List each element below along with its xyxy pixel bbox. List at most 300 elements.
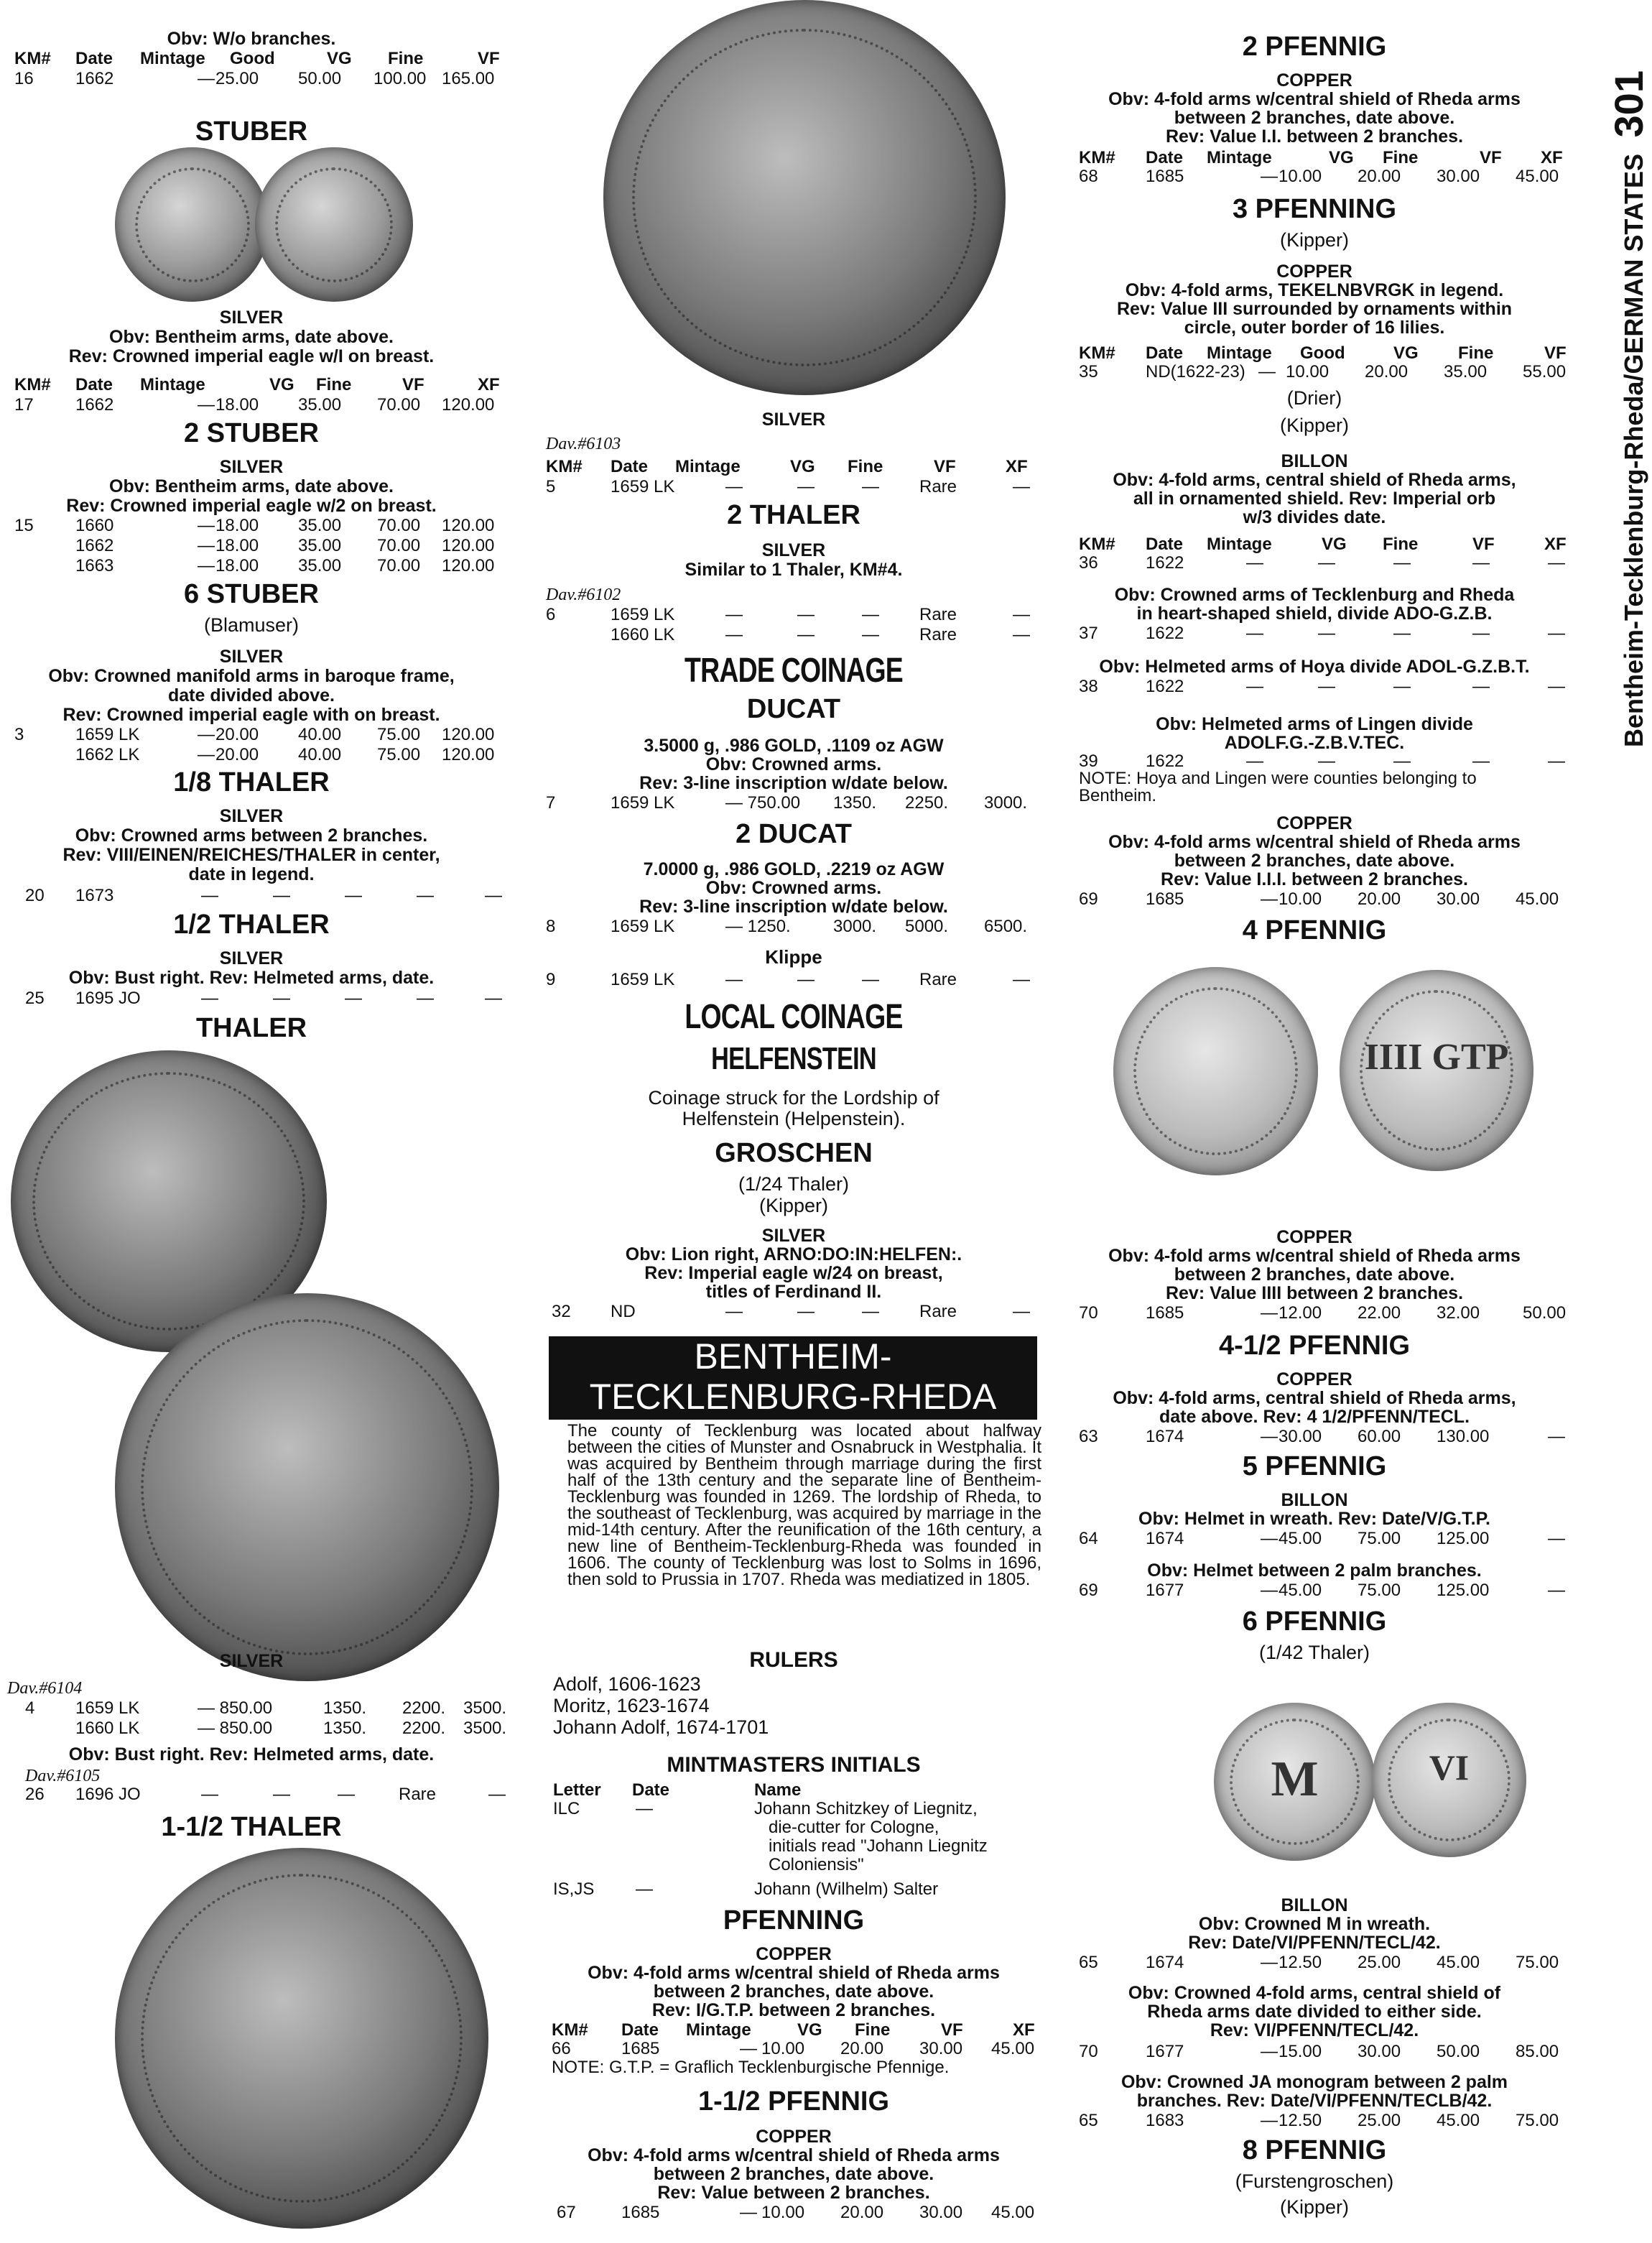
table-cell: —: [273, 1785, 290, 1804]
table-cell: —: [1261, 1427, 1278, 1446]
table-cell: 1350.: [833, 793, 877, 813]
banner-line-1: BENTHEIM-: [694, 1336, 892, 1377]
table-cell: Date: [75, 49, 113, 68]
table-cell: 1662: [75, 395, 114, 415]
table-cell: —: [485, 989, 502, 1008]
table-cell: 25: [25, 989, 45, 1008]
table-cell: 45.00: [1516, 167, 1559, 186]
table-cell: Mintage: [1207, 343, 1272, 363]
metal-label: SILVER: [219, 647, 284, 667]
table-cell: 35.00: [298, 536, 342, 555]
note: NOTE: Hoya and Lingen were counties belonging to: [1079, 769, 1477, 788]
table-cell: —: [201, 886, 218, 905]
table-cell: 75.00: [377, 745, 421, 764]
table-cell: 39: [1079, 751, 1098, 771]
table-cell: Mintage: [675, 457, 741, 476]
subheading: (Kipper): [1279, 415, 1350, 436]
table-cell: —: [1013, 625, 1030, 644]
table-cell: 18.00: [215, 536, 259, 555]
metal-label: SILVER: [761, 410, 826, 430]
table-row: [0, 886, 503, 906]
reverse-description: Rev: Crowned imperial eagle with on breast.: [62, 705, 440, 725]
stuber-reverse-coin-image: [255, 147, 413, 302]
table-cell: Rare: [919, 477, 957, 496]
table-cell: 68: [1079, 167, 1098, 186]
section-heading: 2 PFENNIG: [1242, 32, 1387, 62]
table-cell: 55.00: [1523, 362, 1567, 381]
table-cell: —: [1548, 751, 1565, 771]
table-row: [0, 989, 503, 1009]
table-row: [1063, 1303, 1566, 1323]
table-cell: 1685: [1146, 167, 1184, 186]
table-cell: 5000.: [905, 917, 949, 936]
table-cell: 10.00: [1279, 889, 1322, 909]
table-cell: 7: [546, 793, 556, 813]
table-row: [546, 477, 1041, 497]
table-cell: 2200.: [402, 1719, 446, 1738]
state-title-banner: [549, 1336, 1037, 1420]
reverse-description: Rev: VIII/EINEN/REICHES/THALER in center,: [62, 845, 440, 865]
table-cell: 45.00: [1437, 2111, 1480, 2130]
table-row: [1063, 624, 1566, 644]
table-cell: 63: [1079, 1427, 1098, 1446]
section-heading: 5 PFENNIG: [1242, 1451, 1387, 1481]
metal-label: COPPER: [756, 2127, 832, 2147]
reverse-description: Rev: Value IIII between 2 branches.: [1165, 1283, 1464, 1303]
table-cell: Letter: [553, 1780, 601, 1800]
table-cell: 1622: [1146, 751, 1184, 771]
table-cell: 125.00: [1437, 1581, 1490, 1600]
table-cell: —: [198, 69, 215, 88]
rulers-heading: RULERS: [749, 1648, 838, 1672]
table-cell: Coloniensis": [769, 1855, 864, 1874]
obverse-description: Obv: Helmet in wreath. Rev: Date/V/G.T.P.: [1138, 1509, 1490, 1529]
table-cell: —: [198, 725, 215, 744]
table-cell: Good: [230, 49, 275, 68]
table-cell: —: [1013, 477, 1030, 496]
table-cell: Fine: [855, 2020, 891, 2040]
table-cell: 16: [14, 69, 34, 88]
table-cell: VF: [402, 375, 424, 394]
obverse-description-cont: branches. Rev: Date/VI/PFENN/TECLB/42.: [1136, 2091, 1493, 2111]
section-heading: 1-1/2 PFENNIG: [697, 2086, 890, 2117]
table-row: [1063, 2111, 1566, 2131]
history-paragraph: The county of Tecklenburg was located about halfway between the cities of Munster and Osnabruck in Westphalia. It was acquired by Bentheim through marriage during the first half of the 13th century and the separate line of Bentheim-Tecklenburg was founded in 1269. The lordship of Rheda, to the southeast of Tecklenburg, was acquired by marriage in the mid-14th century. After the reunification of the 16th century, a new line of Bentheim-Tecklenburg-Rheda was founded in 1606. The county of Tecklenburg was lost to Solms in 1696, then sold to Prussia in 1707. Rheda was mediatized in 1805.: [567, 1421, 1041, 1589]
table-cell: —: [1261, 1953, 1278, 1972]
table-cell: ND(1622-23): [1146, 362, 1245, 381]
table-cell: 35.00: [1444, 362, 1488, 381]
table-cell: 6: [546, 605, 556, 624]
thaler-eagle-coin-image: [603, 0, 1006, 395]
table-header: [1063, 148, 1566, 168]
reverse-description: Rev: Imperial eagle w/24 on breast,: [644, 1263, 943, 1283]
table-cell: 20.00: [840, 2203, 884, 2222]
table-cell: 18.00: [215, 395, 259, 415]
table-cell: Fine: [316, 375, 352, 394]
metal-label: SILVER: [219, 457, 284, 477]
table-row: [546, 1302, 1041, 1322]
table-cell: 1660: [75, 516, 114, 535]
table-cell: VG: [269, 375, 294, 394]
table-cell: —: [345, 989, 362, 1008]
table-cell: —: [1393, 677, 1411, 696]
obverse-reverse-description: Obv: Bust right. Rev: Helmeted arms, date.: [68, 1744, 435, 1765]
table-cell: 26: [25, 1785, 45, 1804]
metal-label: SILVER: [761, 1226, 826, 1246]
reverse-description: Rev: 3-line inscription w/date below.: [639, 897, 948, 917]
table-cell: —: [1318, 624, 1335, 643]
obverse-description: Obv: Crowned arms between 2 branches.: [75, 825, 428, 846]
section-heading: 3 PFENNING: [1232, 194, 1397, 224]
table-cell: IS,JS: [553, 1879, 595, 1899]
table-cell: 30.00: [919, 2039, 963, 2058]
subheading: (Kipper): [1279, 2196, 1350, 2218]
obverse-description-cont: ADOLF.G.-Z.B.V.TEC.: [1224, 733, 1405, 753]
reverse-description: Rev: Value between 2 branches.: [657, 2183, 930, 2203]
table-cell: 1662: [75, 536, 114, 555]
table-cell: —: [636, 1799, 653, 1818]
table-cell: —: [417, 989, 434, 1008]
obverse-description: Obv: 4-fold arms, TEKELNBVRGK in legend.: [1125, 280, 1504, 300]
table-cell: —: [797, 1302, 815, 1321]
table-cell: 65: [1079, 1953, 1098, 1972]
metal-label: SILVER: [219, 1651, 284, 1671]
column-1: [0, 0, 507, 2243]
reverse-description: Rev: Crowned imperial eagle w/I on breast.: [68, 346, 435, 366]
coin-legend: VI: [1429, 1747, 1470, 1788]
section-heading: GROSCHEN: [715, 1138, 873, 1168]
table-cell: 25.00: [1358, 2111, 1401, 2130]
table-cell: 120.00: [442, 556, 495, 575]
local-coinage-heading: LOCAL COINAGE: [685, 998, 903, 1036]
table-rows: [546, 605, 1041, 645]
table-cell: 3000.: [984, 793, 1028, 813]
table-cell: —: [862, 625, 879, 644]
obverse-description: Obv: 4-fold arms w/central shield of Rheda arms: [1108, 89, 1521, 109]
table-row: [0, 1785, 506, 1805]
table-header: [546, 1780, 1041, 1800]
table-cell: XF: [478, 375, 500, 394]
table-cell: —: [338, 1785, 355, 1804]
table-cell: 1659 LK: [611, 917, 675, 936]
table-cell: —: [1246, 624, 1263, 643]
table-cell: 1622: [1146, 677, 1184, 696]
table-cell: 60.00: [1358, 1427, 1401, 1446]
description: Coinage struck for the Lordship of: [648, 1087, 939, 1109]
table-cell: Johann (Wilhelm) Salter: [754, 1879, 939, 1899]
obverse-description: Obv: Lion right, ARNO:DO:IN:HELFEN:.: [625, 1244, 962, 1264]
table-cell: 125.00: [1437, 1529, 1490, 1548]
table-cell: 22.00: [1358, 1303, 1401, 1323]
table-cell: 32: [552, 1302, 571, 1321]
table-cell: 1659 LK: [75, 725, 140, 744]
table-cell: Date: [621, 2020, 659, 2040]
table-cell: VG: [797, 2020, 822, 2040]
table-cell: —: [1393, 624, 1411, 643]
obverse-description: Obv: Crowned arms.: [705, 754, 882, 774]
table-cell: KM#: [546, 457, 583, 476]
metal-label: BILLON: [1281, 1490, 1348, 1510]
obverse-description: Obv: 4-fold arms w/central shield of Rheda arms: [1108, 832, 1521, 852]
table-rows: [0, 1698, 507, 1739]
table-cell: —: [1548, 553, 1565, 573]
table-cell: —: [797, 477, 815, 496]
table-cell: XF: [1544, 535, 1567, 554]
table-cell: 1674: [1146, 1953, 1184, 1972]
table-row: [1063, 1529, 1566, 1549]
table-cell: —: [862, 970, 879, 989]
table-cell: Rare: [399, 1785, 437, 1804]
table-header: [1063, 535, 1566, 555]
table-cell: 30.00: [1437, 889, 1480, 909]
banner-line-2: TECKLENBURG-RHEDA: [589, 1377, 997, 1417]
table-cell: KM#: [14, 375, 51, 394]
section-heading: 4-1/2 PFENNIG: [1218, 1331, 1411, 1361]
section-heading: 2 THALER: [727, 500, 860, 530]
table-cell: 37: [1079, 624, 1098, 643]
four-pfennig-reverse-coin-image: [1340, 970, 1533, 1171]
table-cell: 15: [14, 516, 34, 535]
table-cell: —: [797, 605, 815, 624]
table-row: [1063, 167, 1566, 187]
table-row: [0, 69, 503, 89]
table-cell: 36: [1079, 553, 1098, 573]
table-cell: 70: [1079, 1303, 1098, 1323]
subheading: (Kipper): [758, 1195, 829, 1216]
table-cell: 70.00: [377, 395, 421, 415]
table-cell: —: [1548, 1529, 1565, 1548]
table-cell: 38: [1079, 677, 1098, 696]
table-cell: XF: [1541, 148, 1563, 167]
table-cell: Date: [1146, 148, 1184, 167]
reverse-description-cont: circle, outer border of 16 lilies.: [1184, 318, 1445, 338]
table-cell: KM#: [1079, 148, 1115, 167]
table-header: [546, 457, 1041, 477]
table-cell: 1685: [1146, 889, 1184, 909]
table-rows: [0, 725, 503, 765]
table-cell: —: [273, 886, 290, 905]
coin-legend: M: [1271, 1752, 1319, 1807]
table-row: [1063, 1427, 1566, 1447]
obverse-description: Obv: Helmet between 2 palm branches.: [1147, 1560, 1482, 1581]
table-cell: KM#: [1079, 343, 1115, 363]
coin-legend: IIII GTP: [1364, 1037, 1509, 1078]
section-heading: 1/8 THALER: [173, 767, 330, 797]
reverse-description: Rev: Value III surrounded by ornaments within: [1116, 299, 1513, 319]
table-cell: 20.00: [215, 745, 259, 764]
table-cell: ND: [611, 1302, 636, 1321]
table-cell: —: [1246, 751, 1263, 771]
table-cell: 20.00: [1358, 167, 1401, 186]
table-cell: ILC: [553, 1799, 580, 1818]
table-cell: 85.00: [1516, 2042, 1559, 2061]
metal-label: COPPER: [1276, 1369, 1352, 1389]
table-cell: KM#: [1079, 535, 1115, 554]
table-cell: Name: [754, 1780, 802, 1800]
table-cell: 1662 LK: [75, 745, 140, 764]
obverse-description: Obv: Bentheim arms, date above.: [109, 476, 394, 496]
mintmasters-heading: MINTMASTERS INITIALS: [667, 1753, 921, 1777]
table-cell: —: [485, 886, 502, 905]
table-cell: 120.00: [442, 725, 495, 744]
table-cell: 32.00: [1437, 1303, 1480, 1323]
reverse-description-cont: titles of Ferdinand II.: [705, 1282, 882, 1302]
obverse-description: Obv: Crowned 4-fold arms, central shield of: [1128, 1983, 1501, 2003]
davenport-number: Dav.#6102: [546, 586, 621, 604]
table-cell: 35.00: [298, 556, 342, 575]
table-cell: —: [1548, 624, 1565, 643]
table-cell: 1677: [1146, 1581, 1184, 1600]
obverse-description-cont: date divided above.: [167, 685, 335, 706]
table-cell: 1685: [621, 2039, 660, 2058]
section-heading: PFENNING: [723, 1905, 865, 1936]
table-cell: Date: [1146, 343, 1184, 363]
six-pfennig-reverse-coin-image: [1372, 1703, 1526, 1857]
metal-label: SILVER: [761, 540, 826, 560]
table-cell: —: [1472, 624, 1490, 643]
table-cell: —: [725, 625, 743, 644]
table-cell: 1660 LK: [75, 1719, 140, 1738]
table-row: [1063, 2042, 1566, 2062]
table-cell: Date: [611, 457, 649, 476]
table-cell: Rare: [919, 625, 957, 644]
table-cell: —: [201, 1785, 218, 1804]
section-heading: THALER: [195, 1013, 307, 1043]
column-3: [1063, 0, 1566, 2243]
table-cell: — 1250.: [725, 917, 791, 936]
ruler-item: Adolf, 1606-1623: [553, 1673, 701, 1695]
table-cell: —: [1548, 1581, 1565, 1600]
table-header: [0, 49, 503, 69]
table-cell: KM#: [552, 2020, 588, 2040]
davenport-number: Dav.#6104: [7, 1679, 83, 1698]
metal-label: BILLON: [1281, 1895, 1348, 1915]
table-cell: 45.00: [1279, 1529, 1322, 1548]
obverse-description-cont: in heart-shaped shield, divide ADO-G.Z.B.: [1136, 603, 1493, 624]
table-cell: 9: [546, 970, 556, 989]
table-row: [1063, 889, 1566, 910]
subheading: (1/42 Thaler): [1258, 1642, 1370, 1663]
table-cell: 40.00: [298, 745, 342, 764]
table-cell: —: [1261, 1529, 1278, 1548]
table-cell: 70.00: [377, 536, 421, 555]
obverse-description: Obv: Crowned arms of Tecklenburg and Rheda: [1114, 585, 1515, 605]
section-heading: 4 PFENNIG: [1242, 915, 1387, 945]
table-cell: 18.00: [215, 556, 259, 575]
obverse-description: Obv: 4-fold arms w/central shield of Rheda arms: [588, 2145, 1000, 2165]
reverse-description: Rev: VI/PFENN/TECL/42.: [1210, 2020, 1419, 2040]
one-and-half-thaler-coin-image: [115, 1848, 488, 2229]
table-cell: 1662: [75, 69, 114, 88]
table-cell: 1622: [1146, 624, 1184, 643]
table-cell: 10.00: [1286, 362, 1330, 381]
table-cell: 75.00: [1358, 1529, 1401, 1548]
table-cell: —: [198, 745, 215, 764]
table-cell: 1622: [1146, 553, 1184, 573]
reverse-description: Rev: Value I.I.I. between 2 branches.: [1161, 869, 1468, 889]
table-cell: 45.00: [1437, 1953, 1480, 1972]
table-cell: 35.00: [298, 395, 342, 415]
table-cell: initials read "Johann Liegnitz: [769, 1836, 988, 1856]
table-cell: 130.00: [1437, 1427, 1490, 1446]
metal-label: COPPER: [1276, 1227, 1352, 1247]
table-cell: —: [1318, 677, 1335, 696]
table-header: [0, 375, 503, 395]
subheading: (Blamuser): [203, 614, 300, 636]
table-cell: 35: [1079, 362, 1098, 381]
table-cell: VF: [941, 2020, 963, 2040]
table-cell: —: [417, 886, 434, 905]
section-heading: 2 DUCAT: [735, 819, 852, 849]
metal-label: COPPER: [756, 1944, 832, 1964]
table-cell: Fine: [1383, 148, 1419, 167]
table-cell: VG: [1393, 343, 1419, 363]
description: Similar to 1 Thaler, KM#4.: [685, 560, 903, 580]
obverse-description: Obv: 4-fold arms, central shield of Rheda arms,: [1113, 470, 1516, 490]
table-cell: 1683: [1146, 2111, 1184, 2130]
table-cell: —: [740, 2203, 757, 2222]
obverse-description-cont: between 2 branches, date above.: [1174, 851, 1455, 871]
table-row: [546, 2203, 1041, 2223]
table-cell: 69: [1079, 889, 1098, 909]
table-cell: Fine: [848, 457, 883, 476]
table-cell: 12.50: [1279, 2111, 1322, 2130]
section-heading: DUCAT: [746, 694, 841, 724]
metal-label: COPPER: [1276, 813, 1352, 833]
specification: 7.0000 g, .986 GOLD, .2219 oz AGW: [643, 859, 945, 879]
table-cell: Date: [632, 1780, 670, 1800]
table-cell: 1659 LK: [611, 970, 675, 989]
table-cell: 70.00: [377, 556, 421, 575]
table-row: [1063, 553, 1566, 573]
table-cell: Fine: [388, 49, 424, 68]
table-cell: —: [1472, 677, 1490, 696]
table-cell: —: [1548, 1427, 1565, 1446]
table-cell: 1674: [1146, 1427, 1184, 1446]
obverse-reverse-description: Obv: Bust right. Rev: Helmeted arms, date.: [68, 968, 435, 988]
table-cell: 20: [25, 886, 45, 905]
table-row: [1063, 1581, 1566, 1601]
table-cell: Rare: [919, 970, 957, 989]
table-cell: 12.00: [1279, 1303, 1322, 1323]
obverse-description: Obv: 4-fold arms, central shield of Rheda arms,: [1113, 1388, 1516, 1408]
table-cell: —: [1261, 2042, 1278, 2061]
table-cell: VF: [1480, 148, 1502, 167]
table-cell: 12.50: [1279, 1953, 1322, 1972]
table-cell: —: [198, 536, 215, 555]
table-cell: 10.00: [1279, 167, 1322, 186]
obverse-description-cont: all in ornamented shield. Rev: Imperial orb: [1133, 489, 1496, 509]
table-cell: —: [1318, 553, 1335, 573]
table-cell: 1673: [75, 886, 114, 905]
trade-coinage-heading: TRADE COINAGE: [685, 652, 903, 690]
obverse-description: Obv: Helmeted arms of Lingen divide: [1156, 714, 1473, 734]
metal-label: SILVER: [219, 806, 284, 826]
table-cell: —: [1258, 362, 1276, 381]
table-cell: 70: [1079, 2042, 1098, 2061]
table-cell: 75.00: [1516, 2111, 1559, 2130]
table-cell: 40.00: [298, 725, 342, 744]
section-heading: STUBER: [195, 116, 308, 147]
obverse-description-cont: Rheda arms date divided to either side.: [1147, 2002, 1482, 2022]
table-cell: 45.00: [991, 2039, 1035, 2058]
table-cell: Mintage: [140, 49, 205, 68]
table-cell: XF: [1006, 457, 1028, 476]
table-cell: 66: [552, 2039, 571, 2058]
table-cell: VF: [1472, 535, 1495, 554]
column-2: [546, 0, 1041, 2243]
table-cell: Date: [1146, 535, 1184, 554]
